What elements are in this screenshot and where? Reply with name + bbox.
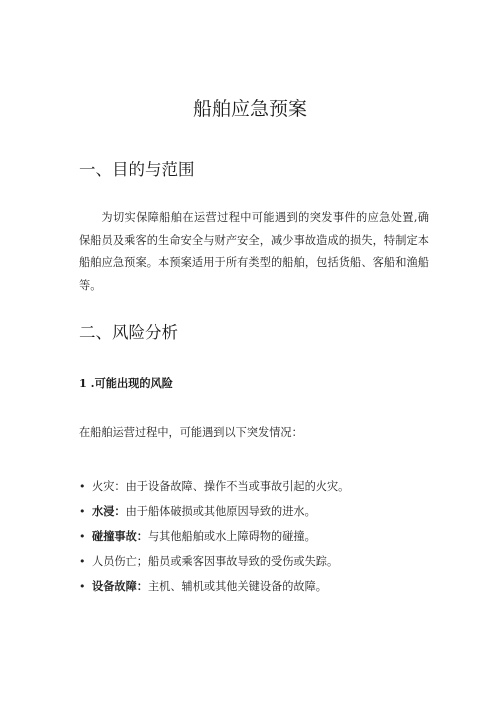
- list-item-casualties: [79, 550, 429, 574]
- bullet-icon: •: [79, 505, 86, 519]
- risk-name: 碰撞事故: [92, 529, 137, 544]
- bullet-icon: •: [79, 579, 86, 593]
- risk-name: 火灾: [92, 480, 115, 493]
- bullet-icon: •: [79, 530, 86, 544]
- risk-lead-paragraph: 在船舶运营过程中，可能遇到以下突发情况：: [79, 426, 303, 439]
- risk-list: [79, 475, 429, 599]
- risk-name: 水浸: [92, 504, 115, 519]
- list-item-equipment-failure: [79, 574, 429, 599]
- risk-description: 主机、辅机或其他关键设备的故障。: [147, 579, 327, 593]
- risk-separator: ：: [136, 578, 148, 593]
- list-item-collision: [79, 524, 429, 549]
- list-item-flooding: [79, 499, 429, 524]
- subsection-heading-possible-risks: 1 .可能出现的风险: [79, 376, 173, 390]
- risk-separator: ：: [136, 529, 148, 544]
- bullet-icon: •: [79, 480, 86, 493]
- section-heading-risk-analysis: 二、风险分析: [79, 323, 178, 342]
- risk-description: 船员或乘客因事故导致的受伤或失踪。: [147, 554, 339, 568]
- section-heading-purpose-scope: 一、目的与范围: [79, 160, 195, 179]
- risk-description: 由于船体破损或其他原因导致的进水。: [125, 505, 316, 519]
- risk-description: 由于设备故障、操作不当或事故引起的火灾。: [125, 480, 350, 493]
- risk-name: 人员伤亡: [92, 554, 137, 568]
- bullet-icon: •: [79, 554, 86, 568]
- risk-description: 与其他船舶或水上障碍物的碰撞。: [147, 530, 316, 544]
- risk-separator: ；: [136, 554, 148, 568]
- document-title: 船舶应急预案: [192, 98, 307, 120]
- list-item-fire: [79, 475, 429, 499]
- risk-name: 设备故障: [92, 578, 137, 593]
- risk-separator: ：: [114, 504, 126, 519]
- purpose-scope-paragraph: 为切实保障船舶在运营过程中可能遇到的突发事件的应急处置,确保船员及乘客的生命安全与财产安全，减少事故造成的损失，特制定本船舶应急预案。本预案适用于所有类型的船舶，包括货船、客船和渔船等。: [79, 211, 429, 292]
- risk-separator: ：: [114, 480, 126, 493]
